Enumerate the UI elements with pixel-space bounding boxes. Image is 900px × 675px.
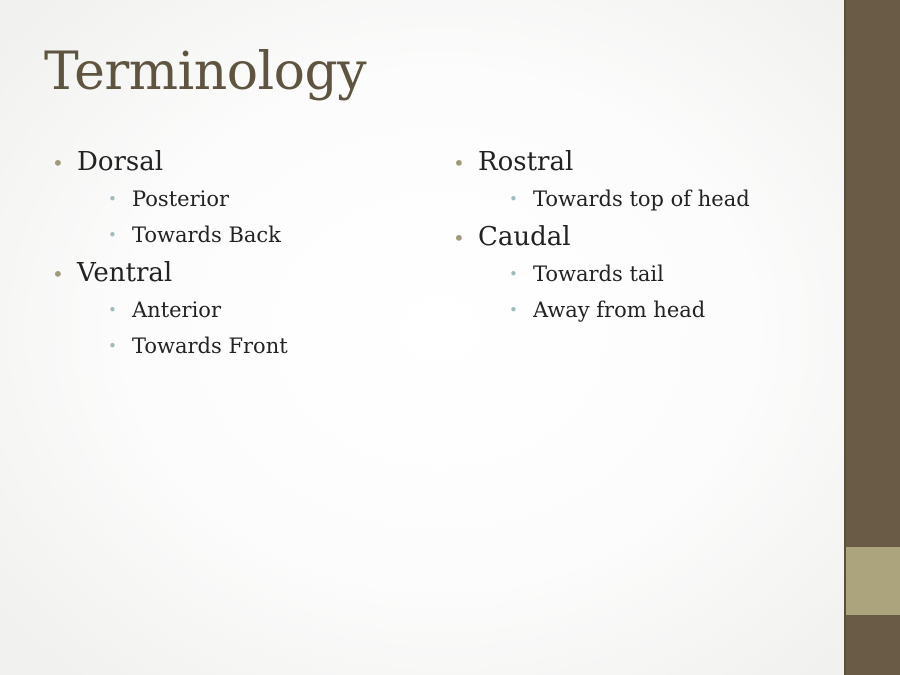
sub-bullet-anterior bbox=[108, 298, 432, 323]
slide-title: Terminology bbox=[44, 42, 367, 102]
sub-bullet-text: Towards Front bbox=[132, 334, 288, 359]
bullet-label: Rostral bbox=[478, 147, 574, 177]
sub-bullet-text: Towards tail bbox=[533, 261, 664, 286]
sub-bullet-list bbox=[77, 187, 432, 248]
bullet-dorsal bbox=[52, 148, 432, 248]
sub-bullet-dot-icon: • bbox=[509, 189, 518, 208]
sub-bullet-towards-front bbox=[108, 334, 432, 359]
sub-bullet-text: Towards top of head bbox=[533, 186, 750, 211]
sub-bullet-dot-icon: • bbox=[108, 189, 117, 208]
bullet-label: Ventral bbox=[77, 258, 173, 289]
sub-bullet-posterior bbox=[108, 187, 432, 212]
decorative-side-accent bbox=[846, 547, 900, 615]
sub-bullet-text: Away from head bbox=[533, 298, 706, 323]
left-bullet-column bbox=[52, 148, 432, 371]
sub-bullet-list bbox=[478, 187, 838, 212]
bullet-dot-icon: • bbox=[52, 151, 64, 175]
sub-bullet-dot-icon: • bbox=[509, 301, 518, 320]
sub-bullet-dot-icon: • bbox=[509, 264, 518, 283]
bullet-ventral bbox=[52, 259, 432, 359]
sub-bullet-text: Posterior bbox=[132, 186, 230, 211]
bullet-rostral bbox=[453, 148, 838, 212]
sub-bullet-dot-icon: • bbox=[108, 337, 117, 356]
sub-bullet-text: Anterior bbox=[132, 298, 221, 323]
sub-bullet-dot-icon: • bbox=[108, 226, 117, 245]
sub-bullet-towards-back bbox=[108, 223, 432, 248]
sub-bullet-text: Towards Back bbox=[132, 223, 281, 248]
right-bullet-column bbox=[453, 148, 838, 334]
sub-bullet-away-from-head bbox=[509, 298, 838, 323]
bullet-dot-icon: • bbox=[453, 151, 465, 175]
sub-bullet-towards-tail bbox=[509, 262, 838, 287]
sub-bullet-list bbox=[478, 262, 838, 323]
sub-bullet-list bbox=[77, 298, 432, 359]
sub-bullet-dot-icon: • bbox=[108, 301, 117, 320]
bullet-dot-icon: • bbox=[453, 226, 465, 251]
sub-bullet-towards-top-of-head bbox=[509, 187, 838, 212]
bullet-caudal bbox=[453, 223, 838, 323]
bullet-dot-icon: • bbox=[52, 262, 64, 287]
bullet-label: Dorsal bbox=[77, 147, 164, 177]
bullet-label: Caudal bbox=[478, 222, 571, 253]
